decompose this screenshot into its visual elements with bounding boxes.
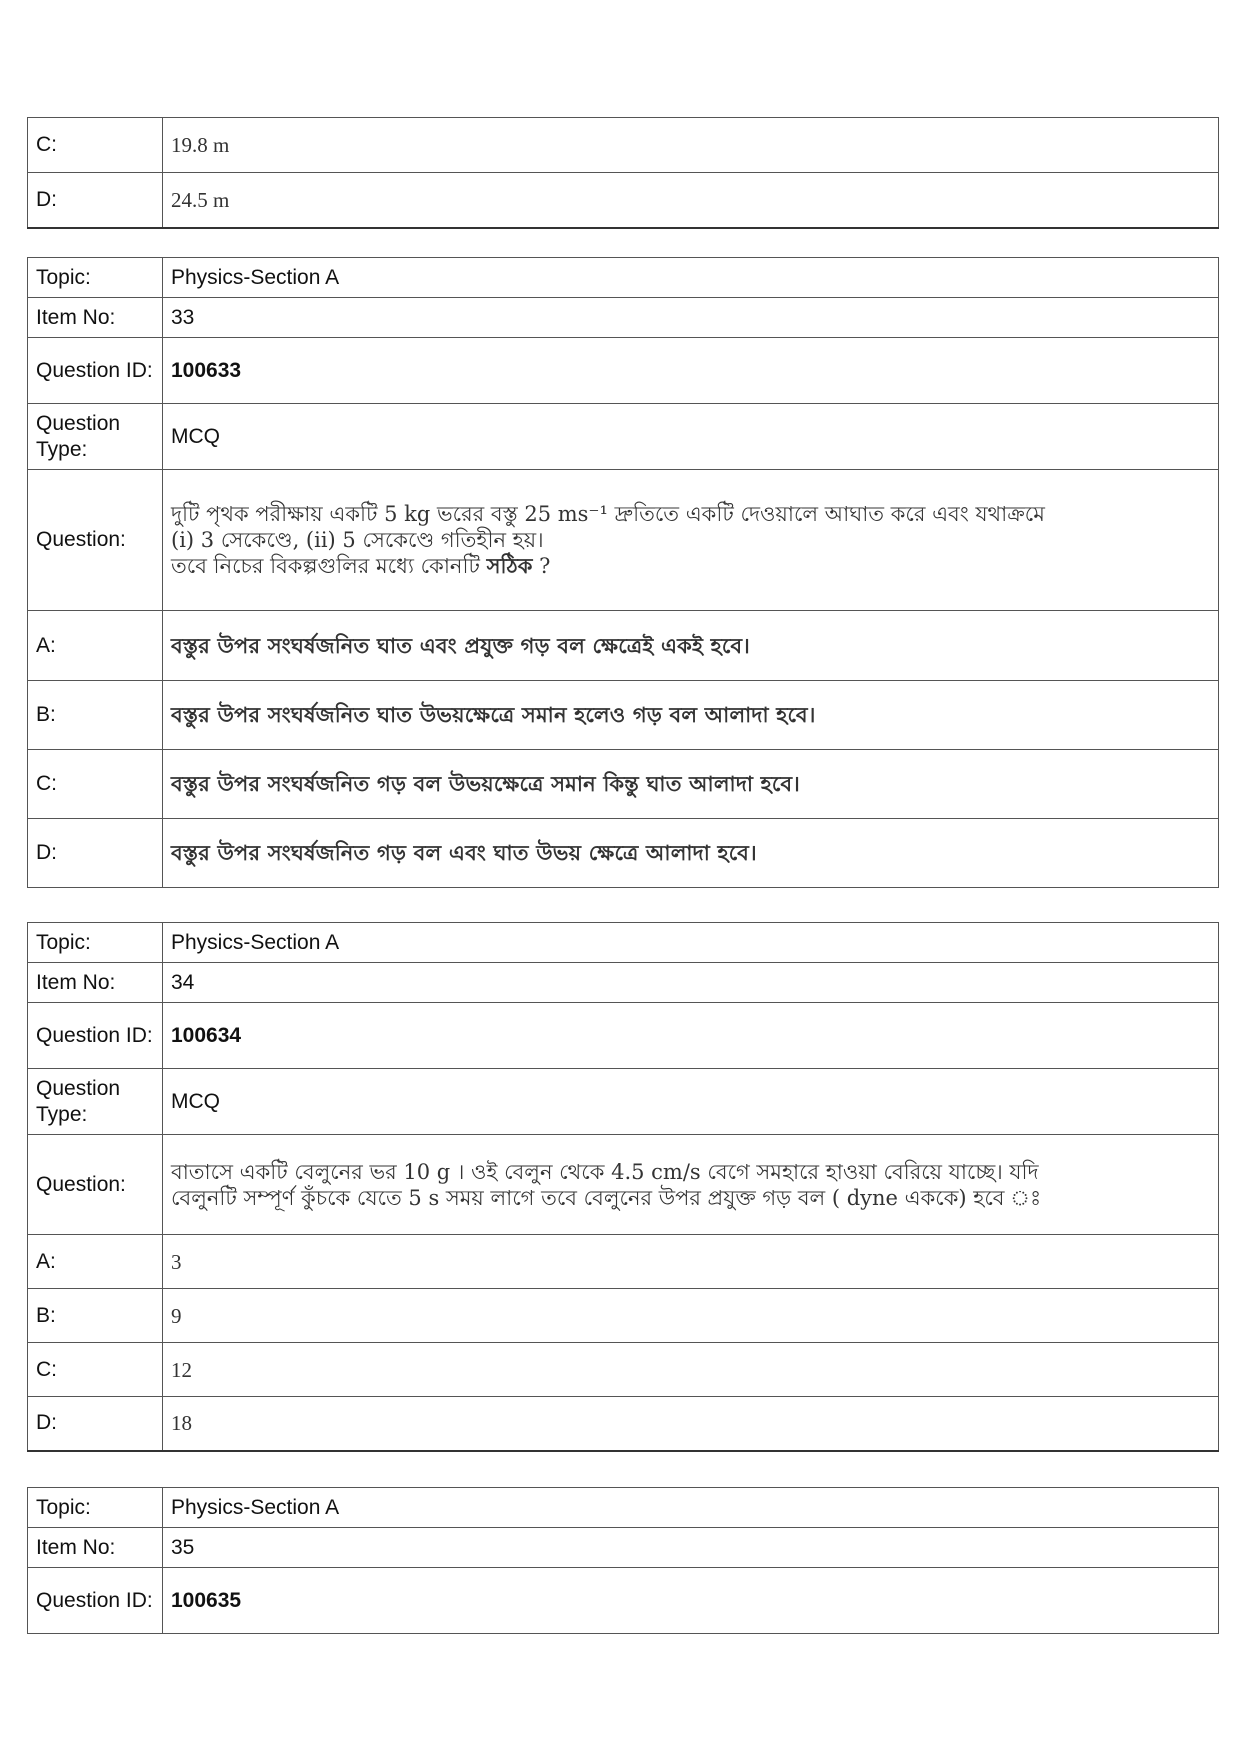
option-text: বস্তুর উপর সংঘর্ষজনিত গড় বল উভয়ক্ষেত্রে সমান কিন্তু ঘাত আলাদা হবে।	[163, 750, 1219, 819]
question-line-2: বেলুনটি সম্পূর্ণ কুঁচকে যেতে 5 s সময় লাগে তবে বেলুনের উপর প্রযুক্ত গড় বল ( dyne এককে) হবে ঃ	[171, 1185, 1042, 1210]
option-row	[28, 1397, 1219, 1451]
question-row	[28, 1135, 1219, 1235]
option-row	[28, 750, 1219, 819]
option-row	[28, 681, 1219, 750]
option-text: 3	[163, 1235, 1219, 1289]
item-no-row	[28, 1528, 1219, 1568]
option-row	[28, 173, 1219, 228]
option-label: C:	[28, 1343, 163, 1397]
item-no-label: Item No:	[28, 963, 163, 1003]
question-line-1: বাতাসে একটি বেলুনের ভর 10 g । ওই বেলুন থেকে 4.5 cm/s বেগে সমহারে হাওয়া বেরিয়ে যাচ্ছে। যদি	[171, 1159, 1039, 1184]
question-id-value: 100633	[163, 338, 1219, 404]
option-row	[28, 819, 1219, 888]
question-label: Question:	[28, 1135, 163, 1235]
option-label: D:	[28, 819, 163, 888]
option-text: বস্তুর উপর সংঘর্ষজনিত ঘাত উভয়ক্ষেত্রে সমান হলেও গড় বল আলাদা হবে।	[163, 681, 1219, 750]
topic-row	[28, 1488, 1219, 1528]
item-no-value: 35	[163, 1528, 1219, 1568]
question-type-value: MCQ	[163, 1069, 1219, 1135]
question-text	[163, 1135, 1219, 1235]
question-35-table	[27, 1487, 1219, 1634]
topic-row	[28, 258, 1219, 298]
option-text: বস্তুর উপর সংঘর্ষজনিত গড় বল এবং ঘাত উভয় ক্ষেত্রে আলাদা হবে।	[163, 819, 1219, 888]
question-id-row	[28, 1003, 1219, 1069]
question-type-value: MCQ	[163, 404, 1219, 470]
question-line-2: (i) 3 সেকেণ্ডে, (ii) 5 সেকেণ্ডে গতিহীন হয়।	[171, 528, 544, 552]
option-row	[28, 611, 1219, 681]
item-no-value: 34	[163, 963, 1219, 1003]
topic-row	[28, 923, 1219, 963]
option-text: বস্তুর উপর সংঘর্ষজনিত ঘাত এবং প্রযুক্ত গড় বল ক্ষেত্রেই একই হবে।	[163, 611, 1219, 681]
option-row	[28, 118, 1219, 173]
option-label: A:	[28, 1235, 163, 1289]
option-label: B:	[28, 681, 163, 750]
option-text: 18	[163, 1397, 1219, 1451]
item-no-value: 33	[163, 298, 1219, 338]
topic-label: Topic:	[28, 258, 163, 298]
question-type-row	[28, 1069, 1219, 1135]
question-row	[28, 470, 1219, 611]
option-label: A:	[28, 611, 163, 681]
option-label: D:	[28, 173, 163, 228]
option-text: 12	[163, 1343, 1219, 1397]
option-label: C:	[28, 118, 163, 173]
option-label: C:	[28, 750, 163, 819]
question-34-table	[27, 922, 1219, 1452]
question-line-3-emphasis: সঠিক	[486, 553, 533, 578]
item-no-row	[28, 298, 1219, 338]
option-row	[28, 1343, 1219, 1397]
item-no-label: Item No:	[28, 1528, 163, 1568]
topic-value: Physics-Section A	[163, 258, 1219, 298]
topic-value: Physics-Section A	[163, 1488, 1219, 1528]
option-label: D:	[28, 1397, 163, 1451]
option-row	[28, 1235, 1219, 1289]
topic-value: Physics-Section A	[163, 923, 1219, 963]
question-line-3	[171, 553, 1210, 579]
topic-label: Topic:	[28, 1488, 163, 1528]
question-type-row	[28, 404, 1219, 470]
question-id-value: 100635	[163, 1568, 1219, 1634]
question-id-label: Question ID:	[28, 1568, 163, 1634]
option-text: 24.5 m	[163, 173, 1219, 228]
question-label: Question:	[28, 470, 163, 611]
question-id-row	[28, 338, 1219, 404]
item-no-label: Item No:	[28, 298, 163, 338]
topic-label: Topic:	[28, 923, 163, 963]
question-type-label: Question Type:	[28, 404, 163, 470]
prev-question-options-table	[27, 117, 1219, 229]
option-row	[28, 1289, 1219, 1343]
question-line-3-post: ?	[532, 554, 551, 578]
question-id-label: Question ID:	[28, 338, 163, 404]
option-label: B:	[28, 1289, 163, 1343]
question-line-1: দুটি পৃথক পরীক্ষায় একটি 5 kg ভরের বস্তু 25 ms⁻¹ দ্রুতিতে একটি দেওয়ালে আঘাত করে এবং যথাক্রমে	[171, 502, 1045, 526]
question-id-value: 100634	[163, 1003, 1219, 1069]
question-33-table	[27, 257, 1219, 888]
question-id-row	[28, 1568, 1219, 1634]
item-no-row	[28, 963, 1219, 1003]
question-text	[163, 470, 1219, 611]
question-id-label: Question ID:	[28, 1003, 163, 1069]
question-line-3-pre: তবে নিচের বিকল্পগুলির মধ্যে কোনটি	[171, 554, 487, 578]
option-text: 19.8 m	[163, 118, 1219, 173]
option-text: 9	[163, 1289, 1219, 1343]
question-type-label: Question Type:	[28, 1069, 163, 1135]
